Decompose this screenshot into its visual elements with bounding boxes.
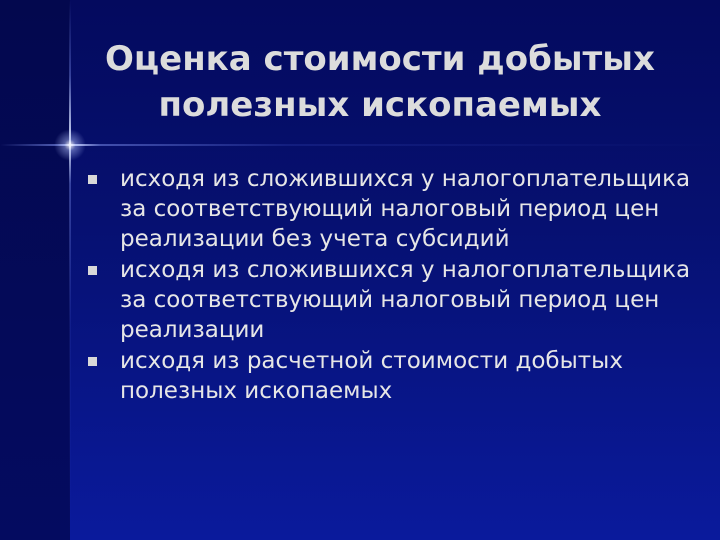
star-sparkle-icon (54, 129, 86, 161)
bullet-item-2 (88, 255, 698, 345)
bullet-text-3: исходя из расчетной стоимости добытых полезных ископаемых (120, 348, 623, 404)
slide-title-line-2: полезных ископаемых (158, 85, 602, 125)
bullet-text-2: исходя из сложившихся у налогоплательщика за соответствующий налоговый период цен реализации (120, 257, 691, 343)
bullet-item-1 (88, 164, 698, 254)
bullet-text-1: исходя из сложившихся у налогоплательщика за соответствующий налоговый период цен реализации без учета субсидий (120, 166, 691, 252)
square-bullet-icon (88, 266, 97, 275)
square-bullet-icon (88, 175, 97, 184)
square-bullet-icon (88, 357, 97, 366)
slide-title (60, 36, 700, 128)
bullet-item-3 (88, 346, 698, 406)
slide-title-line-1: Оценка стоимости добытых (105, 39, 655, 79)
bullet-list (88, 164, 698, 407)
horizontal-star-line (0, 144, 720, 146)
